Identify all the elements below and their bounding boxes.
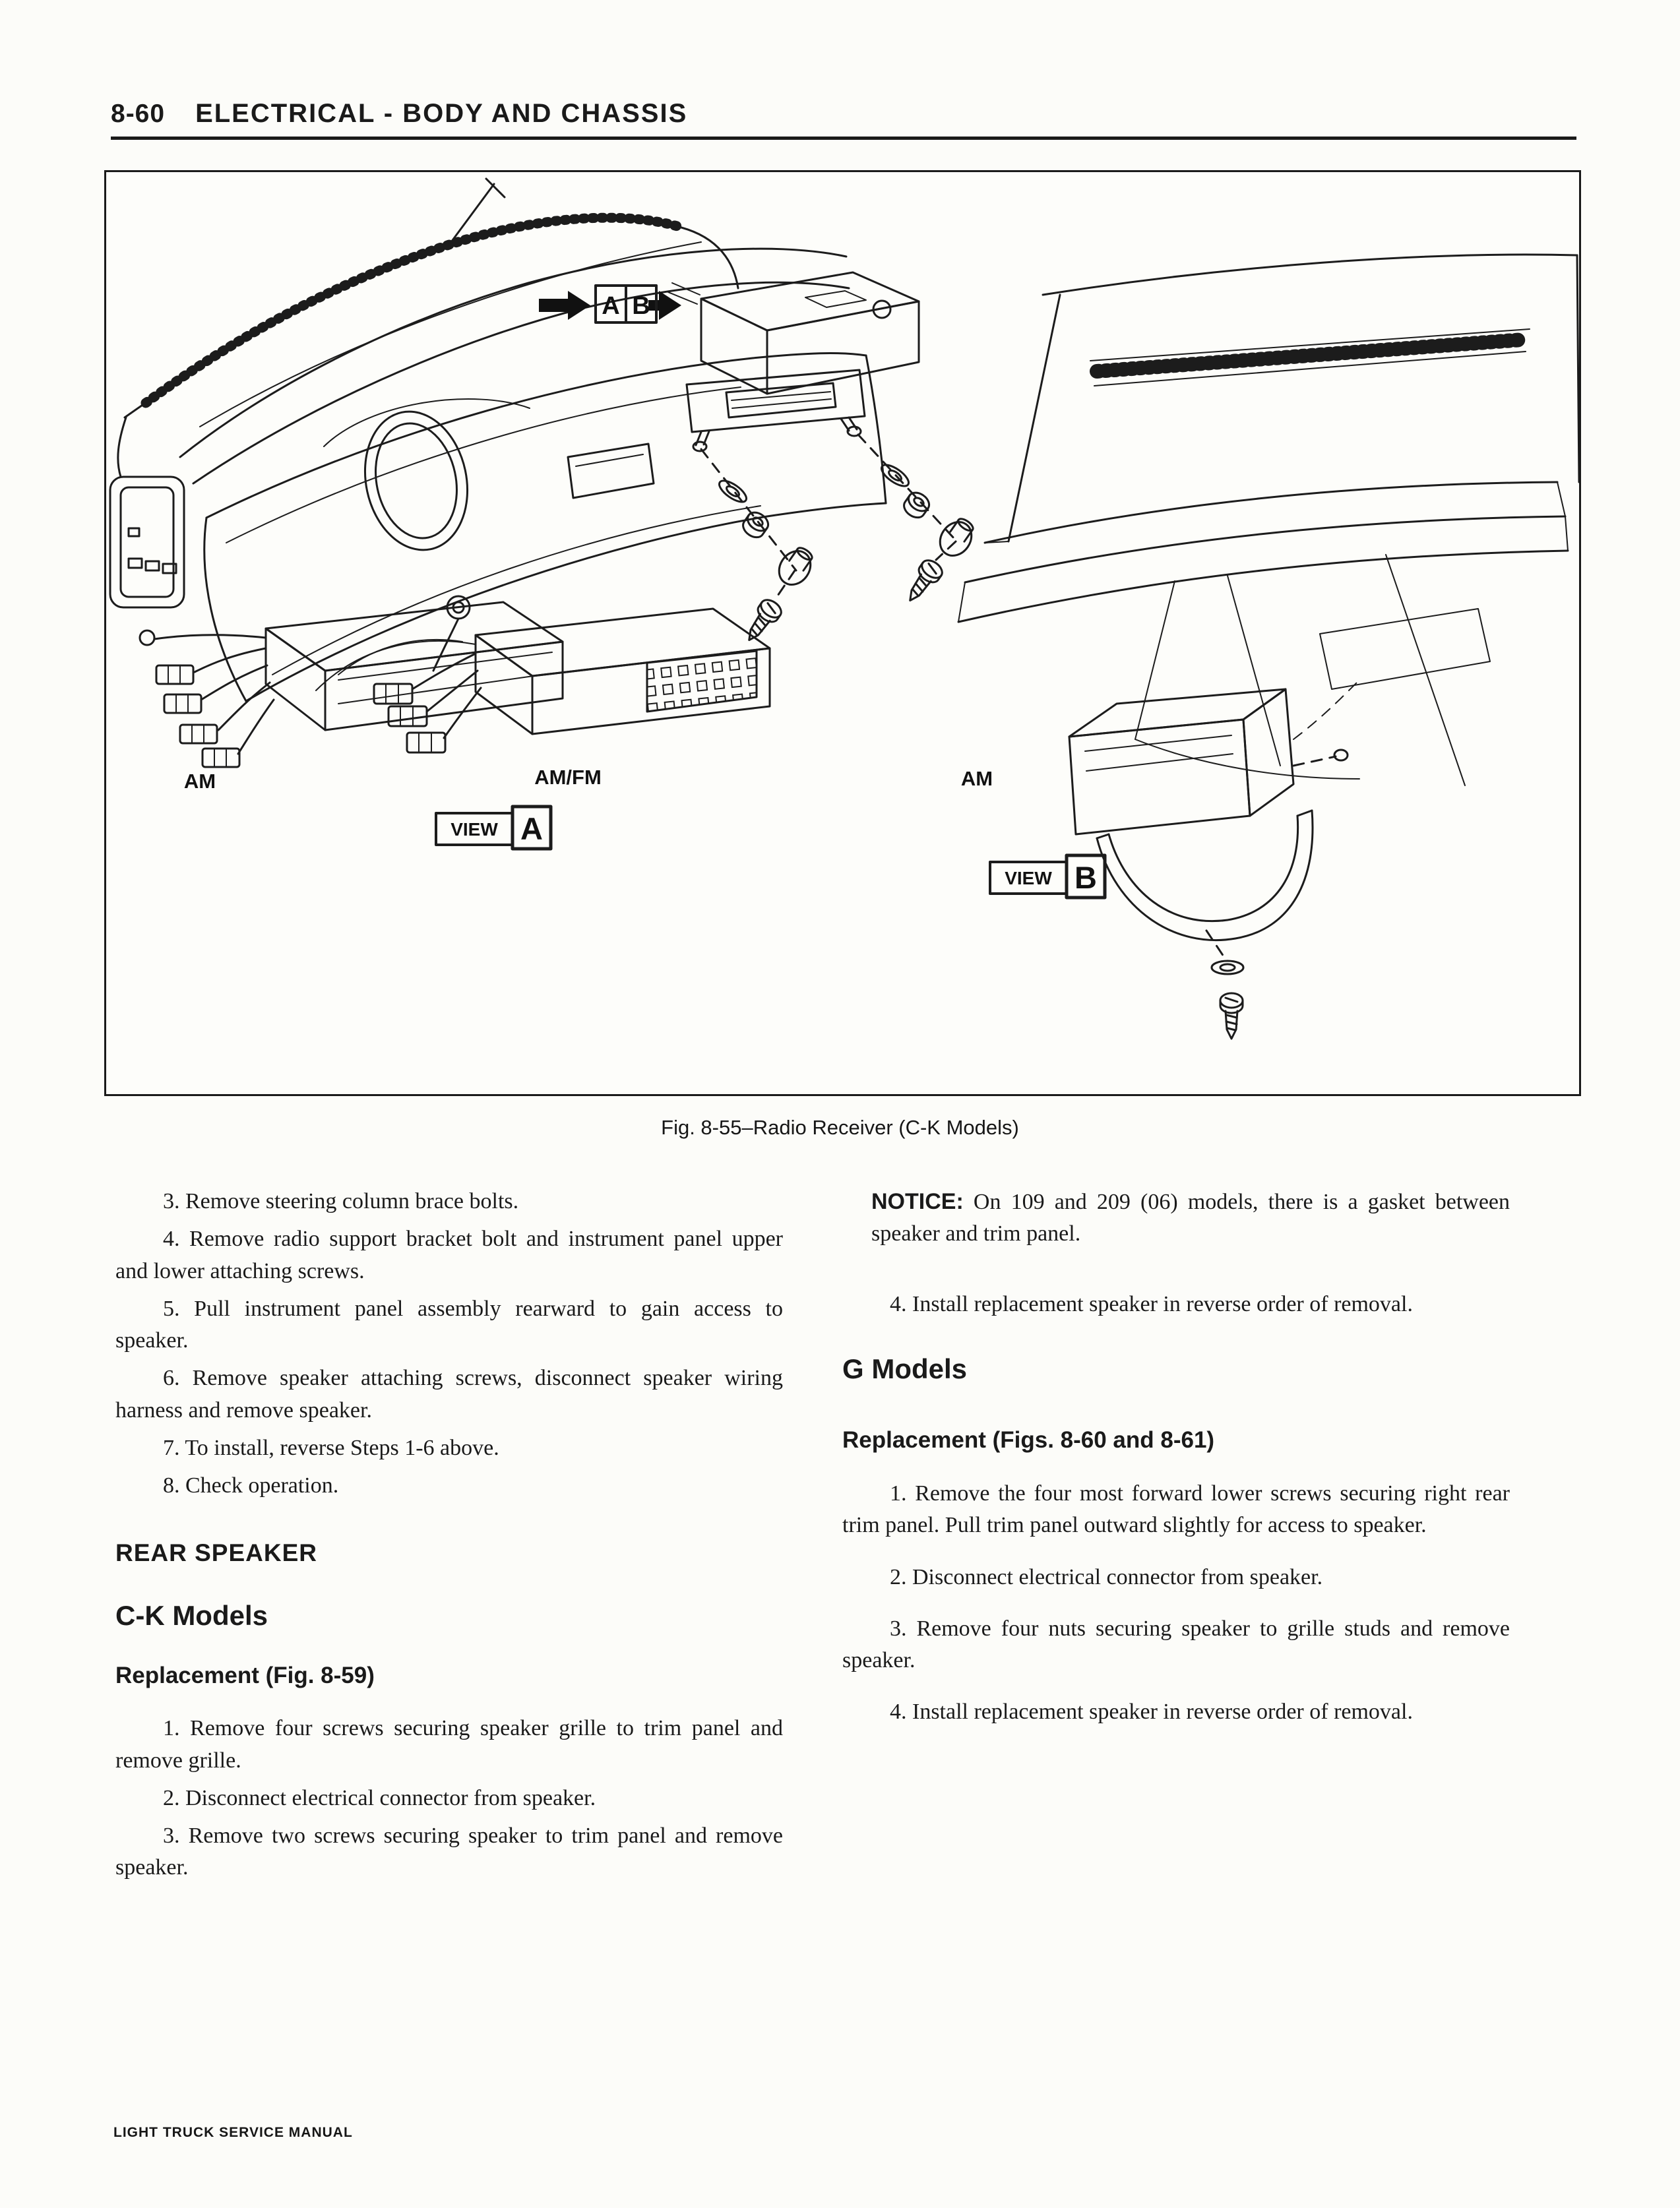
step-paragraph: 5. Pull instrument panel assembly rearward to gain access to speaker. <box>115 1296 783 1353</box>
footer-text: LIGHT TRUCK SERVICE MANUAL <box>113 2125 353 2140</box>
amfm-radio-rear <box>374 596 770 752</box>
step-paragraph: 3. Remove two screws securing speaker to trim panel and remove speaker. <box>115 1824 783 1880</box>
label-amfm: AM/FM <box>534 766 602 789</box>
notice-text: On 109 and 209 (06) models, there is a gasket between speaker and trim panel. <box>871 1190 1510 1246</box>
view-a-callout <box>436 807 551 849</box>
replacement-heading-g: Replacement (Figs. 8-60 and 8-61) <box>842 1427 1215 1454</box>
g-models-heading: G Models <box>842 1353 968 1384</box>
step-paragraph: 3. Remove four nuts securing speaker to grille studs and remove speaker. <box>842 1616 1510 1673</box>
right-column <box>842 1186 1510 1890</box>
junction-box <box>110 417 184 607</box>
header-rule <box>111 137 1576 140</box>
step-paragraph: 3. Remove steering column brace bolts. <box>163 1189 519 1213</box>
step-paragraph: 4. Install replacement speaker in reverse order of removal. <box>890 1291 1413 1316</box>
view-a-word: VIEW <box>451 819 498 840</box>
step-paragraph: 4. Install replacement speaker in reverse order of removal. <box>890 1700 1413 1725</box>
rear-speaker-heading: REAR SPEAKER <box>115 1539 317 1567</box>
g-model-radio-bracket <box>1069 689 1348 1039</box>
label-am-left: AM <box>183 770 216 793</box>
step-paragraph: 4. Remove radio support bracket bolt and instrument panel upper and lower attaching screws. <box>115 1227 783 1283</box>
notice-label: NOTICE: <box>871 1189 964 1214</box>
left-column <box>115 1186 783 1890</box>
figure-caption: Fig. 8-55–Radio Receiver (C-K Models) <box>661 1116 1019 1139</box>
view-direction-marker <box>539 286 681 322</box>
header-line <box>111 99 1576 129</box>
body-text <box>115 1186 1573 1890</box>
step-paragraph: 7. To install, reverse Steps 1-6 above. <box>163 1435 499 1460</box>
step-paragraph: 2. Disconnect electrical connector from speaker. <box>163 1785 596 1810</box>
marker-letter-a: A <box>602 292 620 320</box>
view-b-letter: B <box>1074 860 1097 895</box>
page-header <box>111 99 1576 140</box>
chapter-title: ELECTRICAL - BODY AND CHASSIS <box>195 99 688 128</box>
radio-faceplate <box>687 370 865 451</box>
page-number: 8-60 <box>111 100 166 128</box>
figure-radio-receiver <box>104 170 1581 1096</box>
label-am-right: AM <box>960 767 993 790</box>
step-paragraph: 8. Check operation. <box>163 1473 339 1498</box>
step-paragraph: 1. Remove four screws securing speaker grille to trim panel and remove grille. <box>115 1716 783 1773</box>
notice-block <box>871 1186 1510 1250</box>
ck-models-heading: C-K Models <box>115 1599 268 1631</box>
view-a-letter: A <box>520 811 543 846</box>
am-radio-rear <box>140 602 563 767</box>
step-paragraph: 1. Remove the four most forward lower screws securing right rear trim panel. Pull trim panel outward slightly for access to speaker. <box>842 1481 1510 1538</box>
view-b-callout <box>990 855 1105 898</box>
figure-drawing <box>106 172 1579 1094</box>
knob-hardware <box>701 435 980 646</box>
replacement-heading-ck: Replacement (Fig. 8-59) <box>115 1662 375 1688</box>
step-paragraph: 2. Disconnect electrical connector from speaker. <box>890 1564 1323 1589</box>
g-model-cowl <box>958 255 1579 785</box>
marker-letter-b: B <box>632 292 650 320</box>
step-paragraph: 6. Remove speaker attaching screws, disconnect speaker wiring harness and remove speaker. <box>115 1366 783 1423</box>
view-b-word: VIEW <box>1005 868 1052 888</box>
